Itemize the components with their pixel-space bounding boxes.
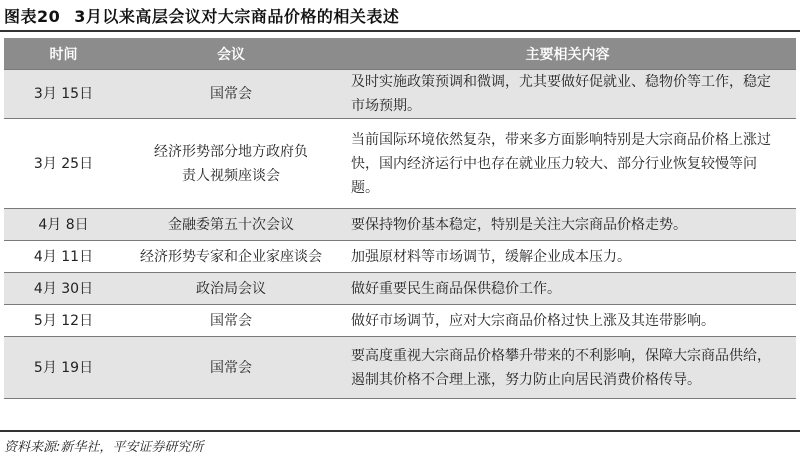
row-content: 及时实施政策预调和微调，尤其要做好促就业、稳物价等工作，稳定市场预期。: [339, 70, 796, 119]
header-content: 主要相关内容: [339, 38, 796, 70]
row-meeting: 国常会: [123, 337, 339, 399]
table-row: [4, 241, 796, 273]
table-row: [4, 305, 796, 337]
row-date: 4月 30日: [4, 273, 123, 305]
header-meeting: 会议: [123, 38, 339, 70]
row-date: 3月 25日: [4, 119, 123, 209]
row-meeting: 金融委第五十次会议: [123, 209, 339, 241]
row-content: 要高度重视大宗商品价格攀升带来的不利影响，保障大宗商品供给，遏制其价格不合理上涨，努力防止向居民消费价格传导。: [339, 337, 796, 399]
row-content: 当前国际环境依然复杂，带来多方面影响特别是大宗商品价格上涨过快，国内经济运行中也存在就业压力较大、部分行业恢复较慢等问题。: [339, 119, 796, 209]
source-note: 资料来源:新华社，平安证券研究所: [4, 440, 204, 455]
row-content: 要保持物价基本稳定，特别是关注大宗商品价格走势。: [339, 209, 796, 241]
figure-title: [4, 4, 399, 27]
row-meeting: 政治局会议: [123, 273, 339, 305]
row-meeting: 经济形势部分地方政府负责人视频座谈会: [123, 119, 339, 209]
row-date: 5月 19日: [4, 337, 123, 399]
table-row: [4, 119, 796, 209]
row-content: 做好市场调节，应对大宗商品价格过快上涨及其连带影响。: [339, 305, 796, 337]
row-content: 加强原材料等市场调节，缓解企业成本压力。: [339, 241, 796, 273]
row-date: 3月 15日: [4, 70, 123, 119]
bottom-rule: [0, 430, 800, 432]
table-row: [4, 273, 796, 305]
table-row: [4, 337, 796, 399]
header-time: 时间: [4, 38, 123, 70]
top-rule: [0, 30, 800, 32]
figure-title-text: 3月以来高层会议对大宗商品价格的相关表述: [74, 7, 400, 26]
row-content: 做好重要民生商品保供稳价工作。: [339, 273, 796, 305]
meetings-table: [4, 38, 796, 399]
row-meeting: 国常会: [123, 305, 339, 337]
table-header-row: [4, 38, 796, 70]
row-date: 5月 12日: [4, 305, 123, 337]
row-date: 4月 8日: [4, 209, 123, 241]
figure-label: 图表20: [4, 7, 61, 26]
row-meeting: 国常会: [123, 70, 339, 119]
table-row: [4, 70, 796, 119]
table-row: [4, 209, 796, 241]
row-meeting: 经济形势专家和企业家座谈会: [123, 241, 339, 273]
row-date: 4月 11日: [4, 241, 123, 273]
